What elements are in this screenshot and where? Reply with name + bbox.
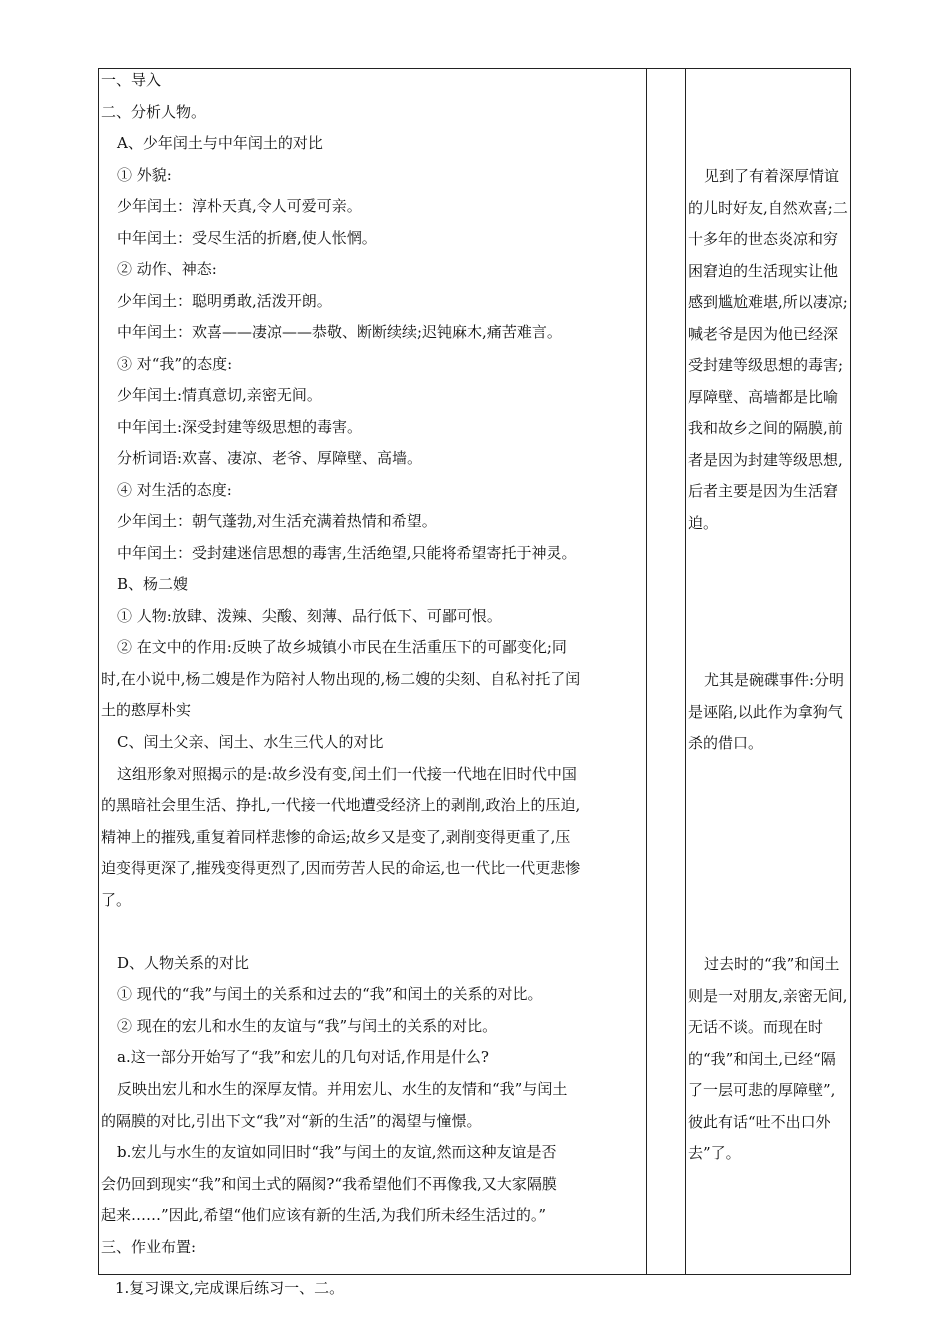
side-note-text: 过去时的“我”和闰土则是一对朋友,亲密无间,无话不谈。而现在时的“我”和闰土,已经“隔了一层可悲的厚障壁”,彼此有话“吐不出口外去”了。 (688, 955, 848, 1162)
text-line: 这组形象对照揭示的是:故乡没有变,闰土们一代接一代地在旧时代中国 (117, 765, 577, 783)
text-line: 会仍回到现实“我”和闰土式的隔阂?“我希望他们不再像我,又大家隔膜 (101, 1175, 557, 1193)
text-line: ④ 对生活的态度: (117, 481, 232, 499)
text-line: A、少年闰土与中年闰土的对比 (117, 134, 323, 152)
text-line: ③ 对“我”的态度: (117, 355, 233, 373)
text-line: 反映出宏儿和水生的深厚友情。并用宏儿、水生的友情和“我”与闰土 (117, 1080, 568, 1098)
text-line: ① 人物:放肆、泼辣、尖酸、刻薄、品行低下、可鄙可恨。 (117, 607, 502, 625)
text-line: 的隔膜的对比,引出下文“我”对“新的生活”的渴望与憧憬。 (101, 1112, 482, 1130)
text-line: 中年闰土：受封建迷信思想的毒害,生活绝望,只能将希望寄托于神灵。 (117, 544, 577, 562)
text-line: 二、分析人物。 (101, 103, 207, 121)
text-line: 少年闰土：淳朴天真,令人可爱可亲。 (117, 197, 362, 215)
side-note-1 (688, 161, 848, 539)
middle-column (646, 69, 686, 1274)
text-line: C、闰土父亲、闰土、水生三代人的对比 (117, 733, 384, 751)
text-line: ② 动作、神态: (117, 260, 217, 278)
text-line: D、人物关系的对比 (117, 954, 250, 972)
text-line: 精神上的摧残,重复着同样悲惨的命运;故乡又是变了,剥削变得更重了,压 (101, 828, 571, 846)
text-line: 时,在小说中,杨二嫂是作为陪衬人物出现的,杨二嫂的尖刻、自私衬托了闰 (101, 670, 581, 688)
text-line: ① 外貌: (117, 166, 172, 184)
side-note-text: 见到了有着深厚情谊的儿时好友,自然欢喜;二十多年的世态炎凉和穷困窘迫的生活现实让他感到尴尬难堪,所以凄凉;喊老爷是因为他已经深受封建等级思想的毒害;厚障壁、高墙都是比喻我和故乡之间的隔膜,前者是因为封建等级思想,后者主要是因为生活窘迫。 (688, 167, 848, 532)
text-line: B、杨二嫂 (117, 575, 189, 593)
text-line: 的黑暗社会里生活、挣扎,一代接一代地遭受经济上的剥削,政治上的压迫, (101, 796, 581, 814)
text-line: ② 现在的宏儿和水生的友谊与“我”与闰土的关系的对比。 (117, 1017, 498, 1035)
lesson-table (98, 68, 851, 1275)
text-line: 中年闰土:深受封建等级思想的毒害。 (117, 418, 363, 436)
side-note-2 (688, 665, 848, 760)
text-line: 少年闰土：聪明勇敢,活泼开朗。 (117, 292, 332, 310)
text-line: b.宏儿与水生的友谊如同旧时“我”与闰土的友谊,然而这种友谊是否 (117, 1143, 557, 1161)
text-line: 分析词语:欢喜、凄凉、老爷、厚障壁、高墙。 (117, 449, 423, 467)
text-line: 一、导入 (101, 71, 162, 89)
text-line: 三、作业布置: (101, 1238, 197, 1256)
text-line: 中年闰土：受尽生活的折磨,使人怅惘。 (117, 229, 377, 247)
side-note-3 (688, 949, 848, 1170)
text-line: 了。 (101, 891, 132, 909)
text-line: 少年闰土:情真意切,亲密无间。 (117, 386, 322, 404)
side-note-text: 尤其是碗碟事件:分明是诬陷,以此作为拿狗气杀的借口。 (688, 671, 845, 752)
text-line: ② 在文中的作用:反映了故乡城镇小市民在生活重压下的可鄙变化;同 (117, 638, 567, 656)
text-line: 中年闰土：欢喜——凄凉——恭敬、断断续续;迟钝麻木,痛苦难言。 (117, 323, 562, 341)
homework-item: 1.复习课文,完成课后练习一、二。 (115, 1279, 345, 1297)
text-line: 起来……”因此,希望“他们应该有新的生活,为我们所未经生活过的。” (101, 1206, 547, 1224)
text-line: 迫变得更深了,摧残变得更烈了,因而劳苦人民的命运,也一代比一代更悲惨 (101, 859, 581, 877)
text-line: 土的憨厚朴实 (101, 701, 192, 719)
text-line: ① 现代的“我”与闰土的关系和过去的“我”和闰土的关系的对比。 (117, 985, 543, 1003)
text-line: a.这一部分开始写了“我”和宏儿的几句对话,作用是什么? (117, 1048, 489, 1066)
text-line: 少年闰土：朝气蓬勃,对生活充满着热情和希望。 (117, 512, 437, 530)
